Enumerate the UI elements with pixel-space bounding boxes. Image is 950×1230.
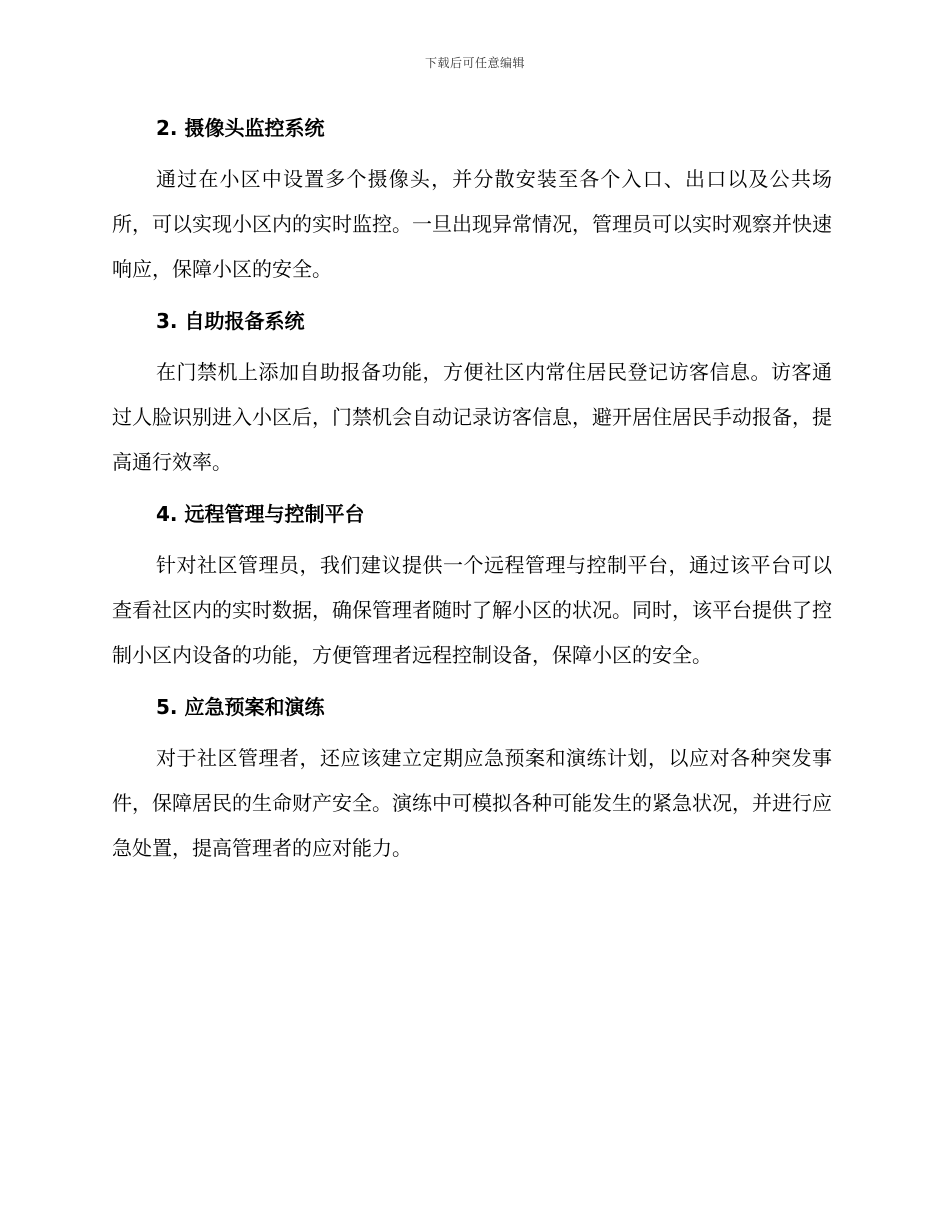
section-paragraph: 在门禁机上添加自助报备功能，方便社区内常住居民登记访客信息。访客通过人脸识别进入小区后，门禁机会自动记录访客信息，避开居住居民手动报备，提高通行效率。 xyxy=(112,360,832,474)
section-paragraph: 对于社区管理者，还应该建立定期应急预案和演练计划，以应对各种突发事件，保障居民的生命财产安全。演练中可模拟各种可能发生的紧急状况，并进行应急处置，提高管理者的应对能力。 xyxy=(112,746,832,860)
section-heading: 2. 摄像头监控系统 xyxy=(156,116,325,140)
section-camera-monitoring xyxy=(112,112,832,292)
page-header-note: 下载后可任意编辑 xyxy=(424,56,525,70)
section-emergency-plan xyxy=(112,691,832,871)
section-heading: 4. 远程管理与控制平台 xyxy=(156,502,365,526)
section-heading: 3. 自助报备系统 xyxy=(156,309,305,333)
document-body xyxy=(112,112,832,871)
section-paragraph: 通过在小区中设置多个摄像头，并分散安装至各个入口、出口以及公共场所，可以实现小区内的实时监控。一旦出现异常情况，管理员可以实时观察并快速响应，保障小区的安全。 xyxy=(112,167,832,281)
section-heading: 5. 应急预案和演练 xyxy=(156,695,325,719)
section-paragraph: 针对社区管理员，我们建议提供一个远程管理与控制平台，通过该平台可以查看社区内的实时数据，确保管理者随时了解小区的状况。同时，该平台提供了控制小区内设备的功能，方便管理者远程控制设备，保障小区的安全。 xyxy=(112,553,832,667)
section-remote-management xyxy=(112,498,832,678)
section-self-registration xyxy=(112,305,832,485)
